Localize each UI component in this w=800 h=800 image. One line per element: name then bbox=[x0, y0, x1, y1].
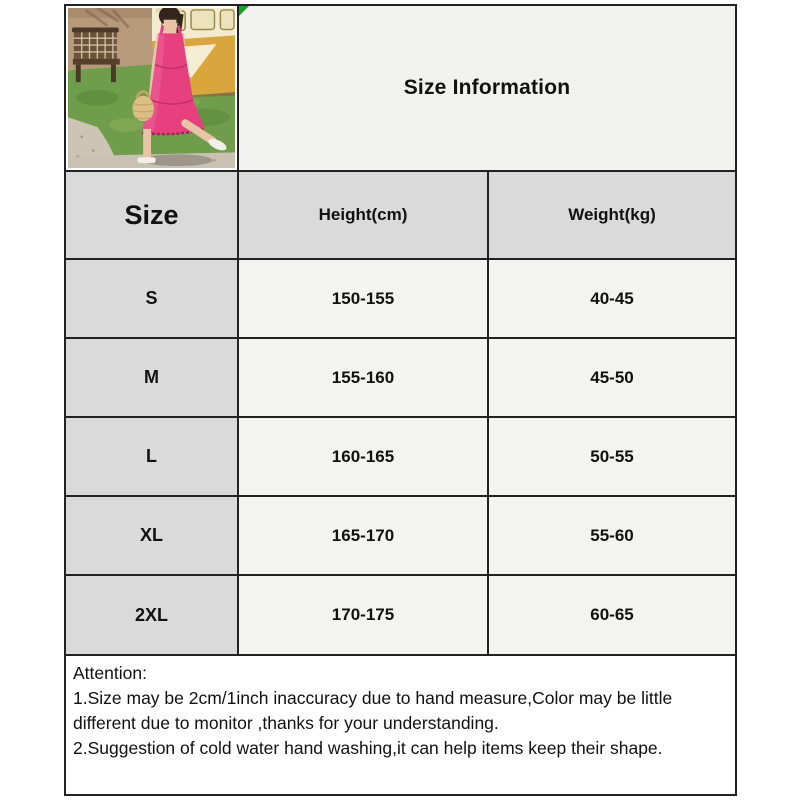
attention-line-2: 2.Suggestion of cold water hand washing,it can help items keep their shape. bbox=[73, 738, 663, 758]
weight-value-2xl: 60-65 bbox=[489, 576, 735, 654]
product-photo bbox=[66, 6, 237, 170]
page-title: Size Information bbox=[403, 76, 571, 99]
attention-note bbox=[66, 656, 735, 794]
height-value-m: 155-160 bbox=[239, 339, 487, 416]
weight-value-m: 45-50 bbox=[489, 339, 735, 416]
title-cell bbox=[239, 6, 735, 170]
size-label-2xl: 2XL bbox=[66, 576, 237, 654]
weight-value-xl: 55-60 bbox=[489, 497, 735, 574]
excel-corner-marker-icon bbox=[239, 6, 249, 16]
size-label-m: M bbox=[66, 339, 237, 416]
attention-heading: Attention: bbox=[73, 663, 147, 683]
column-header-height: Height(cm) bbox=[239, 172, 487, 258]
weight-value-l: 50-55 bbox=[489, 418, 735, 495]
column-header-size: Size bbox=[66, 172, 237, 258]
height-value-xl: 165-170 bbox=[239, 497, 487, 574]
weight-value-s: 40-45 bbox=[489, 260, 735, 337]
product-photo-illustration bbox=[68, 8, 235, 168]
size-chart-sheet bbox=[64, 4, 737, 796]
height-value-s: 150-155 bbox=[239, 260, 487, 337]
height-value-l: 160-165 bbox=[239, 418, 487, 495]
attention-line-1: 1.Size may be 2cm/1inch inaccuracy due to hand measure,Color may be little different due to monitor ,thanks for your understanding. bbox=[73, 688, 673, 733]
column-header-weight: Weight(kg) bbox=[489, 172, 735, 258]
height-value-2xl: 170-175 bbox=[239, 576, 487, 654]
size-label-xl: XL bbox=[66, 497, 237, 574]
size-label-s: S bbox=[66, 260, 237, 337]
size-label-l: L bbox=[66, 418, 237, 495]
